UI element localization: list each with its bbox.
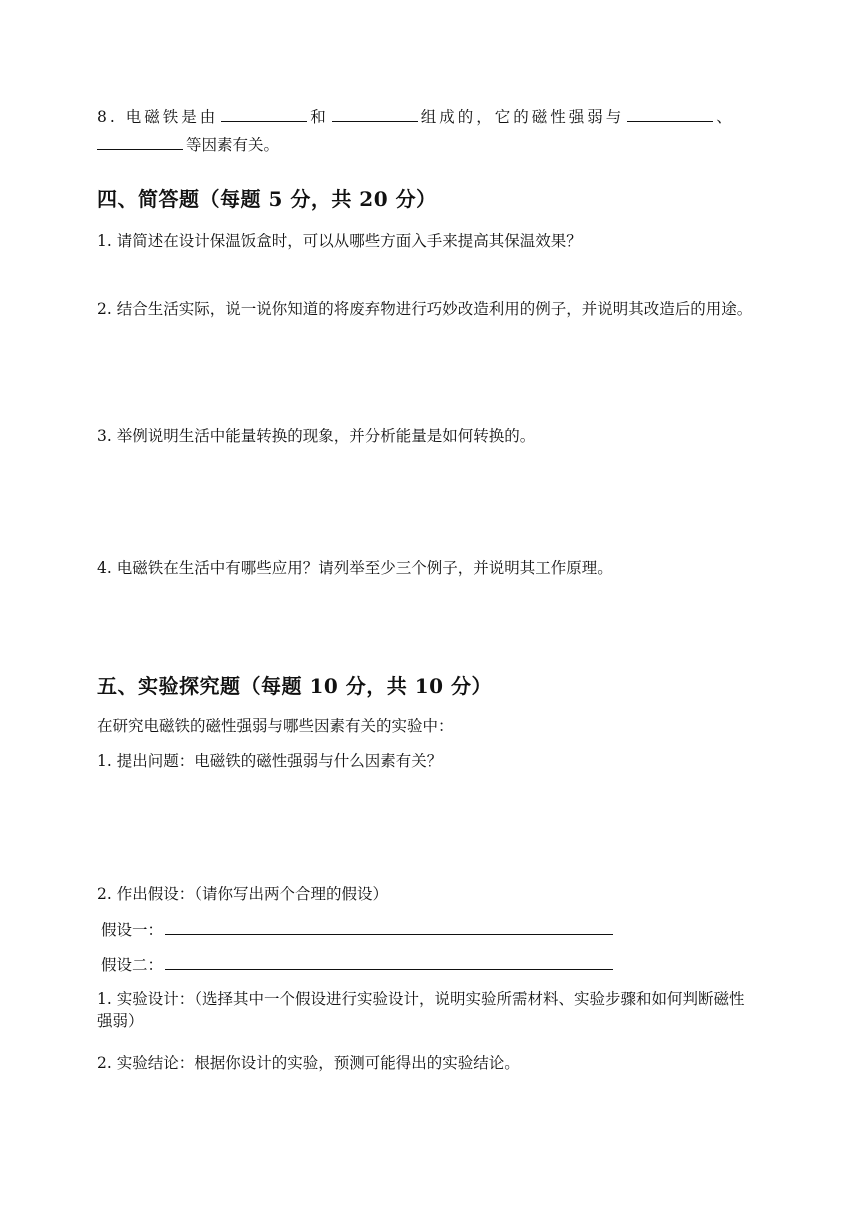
- fill-blank[interactable]: [221, 107, 307, 122]
- experiment-design-question: 1. 实验设计：（选择其中一个假设进行实验设计，说明实验所需材料、实验步骤和如何判断磁性强弱）: [97, 990, 745, 1030]
- q8-text-1: 8. 电磁铁是由: [97, 108, 219, 126]
- short-answer-question-1: 1. 请简述在设计保温饭盒时，可以从哪些方面入手来提高其保温效果？: [97, 232, 582, 250]
- q8-text-3: 组成的，它的磁性强弱与: [420, 108, 625, 126]
- hypothesis-2-answer-line[interactable]: [165, 955, 613, 970]
- hypothesis-2-label: 假设二：: [101, 956, 164, 974]
- experiment-intro: 在研究电磁铁的磁性强弱与哪些因素有关的实验中：: [97, 717, 454, 735]
- short-answer-question-3: 3. 举例说明生活中能量转换的现象，并分析能量是如何转换的。: [97, 427, 536, 445]
- question-8-line-2: [97, 134, 279, 156]
- hypothesis-1-label: 假设一：: [101, 921, 164, 939]
- hypothesis-1-answer-line[interactable]: [165, 920, 613, 935]
- short-answer-question-4: 4. 电磁铁在生活中有哪些应用？请列举至少三个例子，并说明其工作原理。: [97, 559, 613, 577]
- fill-blank[interactable]: [332, 107, 418, 122]
- short-answer-question-2: 2. 结合生活实际，说一说你知道的将废弃物进行巧妙改造利用的例子，并说明其改造后的用途。: [97, 300, 753, 318]
- q8-text-5: 等因素有关。: [186, 136, 280, 154]
- q8-text-4: 、: [716, 108, 735, 126]
- section-5-heading: 五、实验探究题（每题 10 分，共 10 分）: [97, 674, 493, 698]
- hypothesis-1-row: [101, 919, 613, 941]
- experiment-conclusion-question: 2. 实验结论：根据你设计的实验，预测可能得出的实验结论。: [97, 1054, 520, 1072]
- hypothesis-2-row: [101, 954, 613, 976]
- section-4-heading: 四、简答题（每题 5 分，共 20 分）: [97, 187, 437, 211]
- q8-text-2: 和: [310, 108, 329, 126]
- experiment-question-1: 1. 提出问题：电磁铁的磁性强弱与什么因素有关？: [97, 752, 443, 770]
- fill-blank[interactable]: [627, 107, 713, 122]
- question-8-line-1: [97, 106, 735, 128]
- fill-blank[interactable]: [97, 135, 183, 150]
- experiment-question-2: 2. 作出假设：（请你写出两个合理的假设）: [97, 885, 388, 903]
